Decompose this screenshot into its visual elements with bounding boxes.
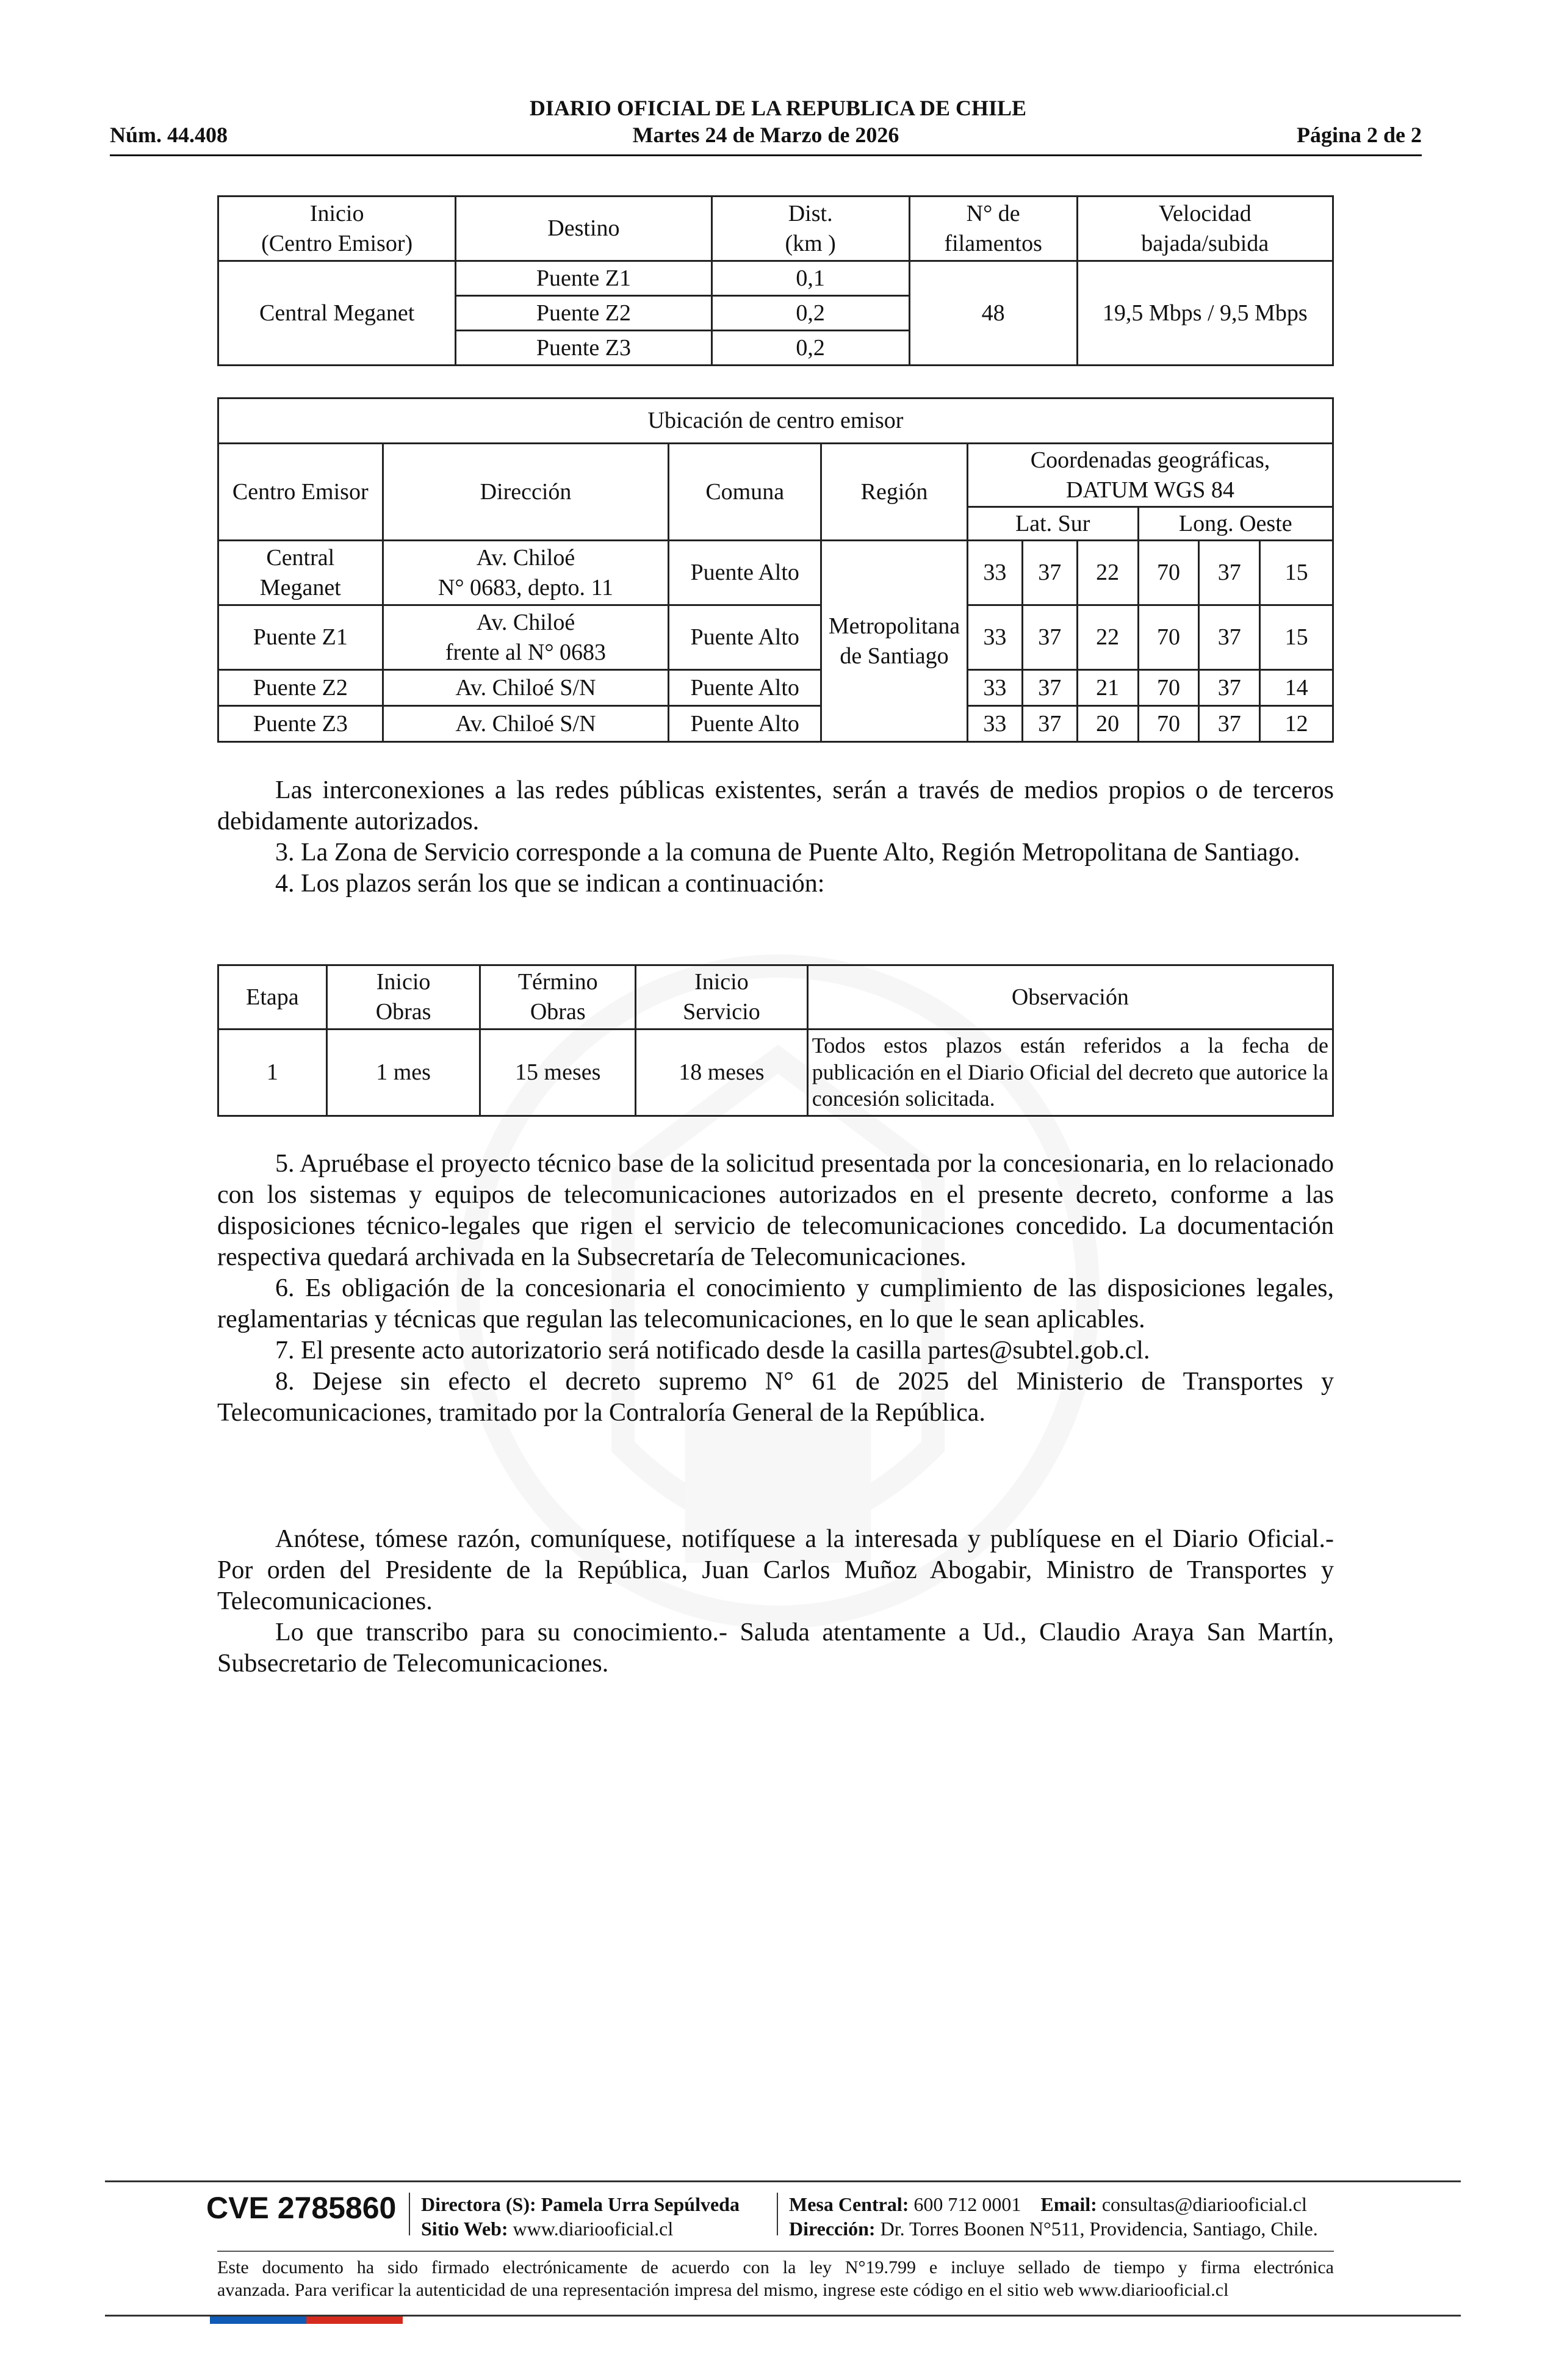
table-row (218, 670, 1333, 706)
header-coords: Coordenadas geográficas, DATUM WGS 84 (967, 444, 1333, 507)
comuna-cell: Puente Alto (669, 670, 821, 706)
header-lat: Lat. Sur (967, 507, 1138, 541)
issue-number: Núm. 44.408 (110, 123, 228, 147)
schedule-table (217, 964, 1334, 1117)
table-row (218, 1030, 1333, 1116)
header-destino: Destino (456, 197, 711, 261)
paragraph: Las interconexiones a las redes públicas existentes, serán a través de medios propios o de terceros debidamente autorizados. (217, 776, 1334, 835)
long-deg: 70 (1138, 706, 1199, 742)
header-etapa: Etapa (218, 965, 327, 1030)
cve-code: CVE 2785860 (206, 2191, 397, 2225)
footer-separator (777, 2193, 778, 2235)
body-text-3 (217, 1524, 1334, 1679)
long-sec: 15 (1260, 605, 1333, 670)
destino-cell: Puente Z2 (456, 296, 711, 331)
centro-cell: Puente Z3 (218, 706, 383, 742)
table-row (218, 541, 1333, 605)
comuna-cell: Puente Alto (669, 541, 821, 605)
lat-deg: 33 (967, 541, 1022, 605)
lat-deg: 33 (967, 706, 1022, 742)
long-min: 37 (1199, 670, 1260, 706)
direccion-cell: Av. Chiloé S/N (383, 706, 669, 742)
mesa-label: Mesa Central: (789, 2193, 909, 2215)
direccion-cell: Av. Chiloé frente al N° 0683 (383, 605, 669, 670)
lat-sec: 21 (1077, 670, 1138, 706)
destino-cell: Puente Z3 (456, 331, 711, 366)
sitio-link[interactable]: www.diariooficial.cl (513, 2218, 674, 2240)
header-velocidad: Velocidad bajada/subida (1077, 197, 1333, 261)
header-centro: Centro Emisor (218, 444, 383, 541)
long-sec: 12 (1260, 706, 1333, 742)
header-filamentos: N° de filamentos (909, 197, 1077, 261)
lat-sec: 22 (1077, 605, 1138, 670)
long-deg: 70 (1138, 541, 1199, 605)
etapa-cell: 1 (218, 1030, 327, 1116)
header-inicio-obras: Inicio Obras (326, 965, 480, 1030)
paragraph: 3. La Zona de Servicio corresponde a la comuna de Puente Alto, Región Metropolitana de Santiago. (275, 838, 1300, 867)
lat-min: 37 (1022, 706, 1077, 742)
header-inicio-servicio: Inicio Servicio (636, 965, 808, 1030)
paragraph: 8. Dejese sin efecto el decreto supremo N° 61 de 2025 del Ministerio de Transportes y Telecomunicaciones, tramitado por la Contraloría General de la República. (217, 1368, 1334, 1427)
origin-cell: Central Meganet (218, 261, 456, 366)
long-min: 37 (1199, 706, 1260, 742)
footer-contact-right (789, 2192, 1318, 2241)
email-label: Email: (1040, 2193, 1097, 2215)
centro-cell: Puente Z1 (218, 605, 383, 670)
destino-cell: Puente Z1 (456, 261, 711, 296)
footer-divider (105, 2180, 1461, 2182)
paragraph: 4. Los plazos serán los que se indican a continuación: (275, 870, 825, 898)
lat-min: 37 (1022, 541, 1077, 605)
link-table (217, 195, 1334, 366)
direccion-cell: Av. Chiloé S/N (383, 670, 669, 706)
long-deg: 70 (1138, 605, 1199, 670)
footer-divider (217, 2251, 1334, 2252)
footer-contact-left (421, 2192, 740, 2241)
paragraph: Lo que transcribo para su conocimiento.- Saluda atentamente a Ud., Claudio Araya San Martín, Subsecretario de Telecomunicaciones. (217, 1618, 1334, 1678)
header-inicio: Inicio (Centro Emisor) (218, 197, 456, 261)
flag-stripe-red (306, 2317, 403, 2324)
lat-sec: 20 (1077, 706, 1138, 742)
centro-cell: Central Meganet (218, 541, 383, 605)
location-table (217, 397, 1334, 743)
paragraph: 5. Apruébase el proyecto técnico base de la solicitud presentada por la concesionaria, en lo relacionado con los sistemas y equipos de telecomunicaciones autorizados en el presente decreto, conforme a las disposiciones técnico-legales que rigen el servicio de telecomunicaciones concedido. La documentación respectiva quedará archivada en la Subsecretaría de Telecomunicaciones. (217, 1150, 1334, 1271)
legal-line: avanzada. Para verificar la autenticidad de una representación impresa del mismo, ingrese este código en el sitio web www.diariooficial.cl (217, 2280, 1229, 2300)
lat-min: 37 (1022, 605, 1077, 670)
inicio-servicio-cell: 18 meses (636, 1030, 808, 1116)
newspaper-title: DIARIO OFICIAL DE LA REPUBLICA DE CHILE (529, 96, 1027, 120)
header-long: Long. Oeste (1138, 507, 1333, 541)
direccion-value: Dr. Torres Boonen N°511, Providencia, Santiago, Chile. (880, 2218, 1318, 2240)
page-indicator: Página 2 de 2 (1296, 123, 1422, 147)
paragraph: Anótese, tómese razón, comuníquese, notifíquese a la interesada y publíquese en el Diario Oficial.- Por orden del Presidente de la República, Juan Carlos Muñoz Abogabir, Ministro de Transportes y Telecomunicaciones. (217, 1525, 1334, 1615)
dist-cell: 0,2 (711, 296, 909, 331)
header-region: Región (821, 444, 968, 541)
paragraph: 7. El presente acto autorizatorio será notificado desde la casilla partes@subtel.gob.cl. (275, 1336, 1150, 1365)
filamentos-cell: 48 (909, 261, 1077, 366)
long-min: 37 (1199, 605, 1260, 670)
velocidad-cell: 19,5 Mbps / 9,5 Mbps (1077, 261, 1333, 366)
mesa-value: 600 712 0001 (913, 2193, 1021, 2215)
paragraph: 6. Es obligación de la concesionaria el conocimiento y cumplimiento de las disposiciones legales, reglamentarias y técnicas que regulan las telecomunicaciones, en lo que le sean aplicables. (217, 1274, 1334, 1333)
long-sec: 15 (1260, 541, 1333, 605)
centro-cell: Puente Z2 (218, 670, 383, 706)
header-termino-obras: Término Obras (480, 965, 636, 1030)
email-link[interactable]: consultas@diariooficial.cl (1101, 2193, 1307, 2215)
issue-date: Martes 24 de Marzo de 2026 (632, 123, 899, 147)
footer-separator (409, 2193, 410, 2235)
sitio-label: Sitio Web: (421, 2218, 508, 2240)
lat-min: 37 (1022, 670, 1077, 706)
body-text-1 (217, 775, 1334, 900)
table-row (218, 605, 1333, 670)
region-cell: Metropolitana de Santiago (821, 541, 968, 742)
lat-deg: 33 (967, 670, 1022, 706)
direccion-label: Dirección: (789, 2218, 876, 2240)
legal-line: Este documento ha sido firmado electrónicamente de acuerdo con la ley N°19.799 e incluye sellado de tiempo y firma electrónica (217, 2257, 1334, 2277)
inicio-obras-cell: 1 mes (326, 1030, 480, 1116)
header-divider (110, 154, 1422, 156)
flag-stripe-blue (210, 2317, 306, 2324)
header-comuna: Comuna (669, 444, 821, 541)
header-dist: Dist. (km ) (711, 197, 909, 261)
long-sec: 14 (1260, 670, 1333, 706)
direccion-cell: Av. Chiloé N° 0683, depto. 11 (383, 541, 669, 605)
observacion-cell: Todos estos plazos están referidos a la fecha de publicación en el Diario Oficial del decreto que autorice la concesión solicitada. (807, 1030, 1333, 1116)
table-caption: Ubicación de centro emisor (218, 398, 1333, 444)
long-min: 37 (1199, 541, 1260, 605)
comuna-cell: Puente Alto (669, 706, 821, 742)
long-deg: 70 (1138, 670, 1199, 706)
header-observacion: Observación (807, 965, 1333, 1030)
lat-sec: 22 (1077, 541, 1138, 605)
dist-cell: 0,1 (711, 261, 909, 296)
table-row (218, 261, 1333, 296)
legal-notice (217, 2256, 1334, 2301)
termino-obras-cell: 15 meses (480, 1030, 636, 1116)
lat-deg: 33 (967, 605, 1022, 670)
comuna-cell: Puente Alto (669, 605, 821, 670)
table-row (218, 706, 1333, 742)
header-direccion: Dirección (383, 444, 669, 541)
directora-label: Directora (S): Pamela Urra Sepúlveda (421, 2193, 740, 2215)
body-text-2 (217, 1149, 1334, 1429)
dist-cell: 0,2 (711, 331, 909, 366)
